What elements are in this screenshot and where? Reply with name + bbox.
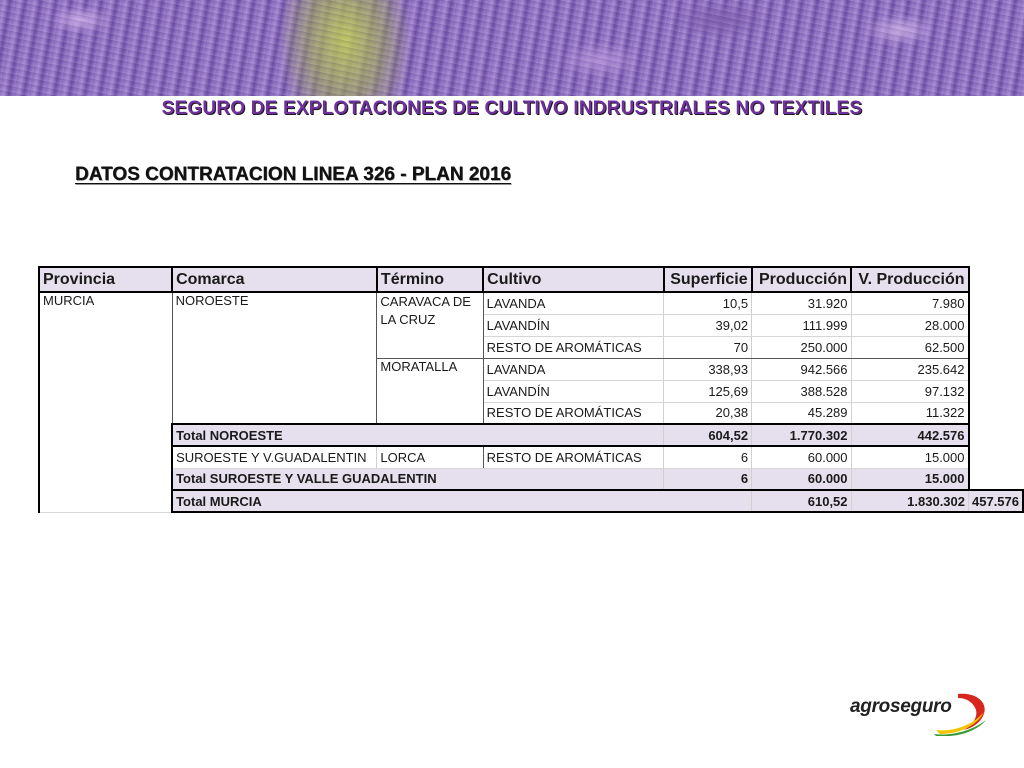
superficie-cell: 125,69 [664, 380, 752, 402]
col-header-comarca: Comarca [172, 267, 377, 292]
superficie-cell: 70 [664, 336, 752, 358]
cultivo-cell: LAVANDA [483, 292, 664, 314]
produccion-cell: 60.000 [752, 446, 851, 468]
total-suroeste-produccion: 60.000 [752, 468, 851, 490]
table-row [39, 292, 1023, 314]
comarca-cell: SUROESTE Y V.GUADALENTIN [172, 446, 377, 468]
swoosh-icon [928, 690, 990, 736]
col-header-cultivo: Cultivo [483, 267, 664, 292]
provincia-cell: MURCIA [39, 292, 172, 512]
total-murcia-produccion: 1.830.302 [851, 490, 968, 512]
superficie-cell: 39,02 [664, 314, 752, 336]
v-produccion-cell: 97.132 [851, 380, 968, 402]
termino-cell: MORATALLA [377, 358, 483, 424]
v-produccion-cell: 62.500 [851, 336, 968, 358]
cultivo-cell: LAVANDÍN [483, 314, 664, 336]
lavender-field-banner [0, 0, 1024, 96]
total-noroeste-label: Total NOROESTE [172, 424, 664, 446]
page-subtitle: DATOS CONTRATACION LINEA 326 - PLAN 2016 [75, 164, 512, 185]
page-title: SEGURO DE EXPLOTACIONES DE CULTIVO INDRUSTRIALES NO TEXTILES [161, 98, 863, 119]
comarca-cell: NOROESTE [172, 292, 377, 424]
v-produccion-cell: 235.642 [851, 358, 968, 380]
produccion-cell: 111.999 [752, 314, 851, 336]
v-produccion-cell: 15.000 [851, 446, 968, 468]
total-murcia-v-produccion: 457.576 [969, 490, 1024, 512]
col-header-termino: Término [377, 267, 483, 292]
total-suroeste-label: Total SUROESTE Y VALLE GUADALENTIN [172, 468, 664, 490]
termino-cell: LORCA [377, 446, 483, 468]
v-produccion-cell: 28.000 [851, 314, 968, 336]
superficie-cell: 20,38 [664, 402, 752, 424]
produccion-cell: 942.566 [752, 358, 851, 380]
total-noroeste-superficie: 604,52 [664, 424, 752, 446]
total-suroeste-superficie: 6 [664, 468, 752, 490]
col-header-provincia: Provincia [39, 267, 172, 292]
produccion-cell: 250.000 [752, 336, 851, 358]
total-murcia-row [39, 490, 1023, 512]
contract-data-table [38, 266, 1024, 513]
agroseguro-logo [850, 690, 990, 738]
total-noroeste-produccion: 1.770.302 [752, 424, 851, 446]
table-row [39, 446, 1023, 468]
cultivo-cell: RESTO DE AROMÁTICAS [483, 402, 664, 424]
cultivo-cell: RESTO DE AROMÁTICAS [483, 446, 664, 468]
total-suroeste-v-produccion: 15.000 [851, 468, 968, 490]
v-produccion-cell: 7.980 [851, 292, 968, 314]
cultivo-cell: LAVANDA [483, 358, 664, 380]
col-header-superficie: Superficie [664, 267, 752, 292]
col-header-v-produccion: V. Producción [851, 267, 968, 292]
cultivo-cell: RESTO DE AROMÁTICAS [483, 336, 664, 358]
superficie-cell: 10,5 [664, 292, 752, 314]
total-noroeste-row [39, 424, 1023, 446]
logo-text: agroseguro [850, 696, 952, 717]
total-murcia-label: Total MURCIA [172, 490, 752, 512]
produccion-cell: 388.528 [752, 380, 851, 402]
table-header-row [39, 267, 1023, 292]
produccion-cell: 31.920 [752, 292, 851, 314]
superficie-cell: 6 [664, 446, 752, 468]
total-suroeste-row [39, 468, 1023, 490]
termino-cell: CARAVACA DE LA CRUZ [377, 292, 483, 358]
total-noroeste-v-produccion: 442.576 [851, 424, 968, 446]
cultivo-cell: LAVANDÍN [483, 380, 664, 402]
superficie-cell: 338,93 [664, 358, 752, 380]
total-murcia-superficie: 610,52 [752, 490, 851, 512]
produccion-cell: 45.289 [752, 402, 851, 424]
col-header-produccion: Producción [752, 267, 851, 292]
v-produccion-cell: 11.322 [851, 402, 968, 424]
